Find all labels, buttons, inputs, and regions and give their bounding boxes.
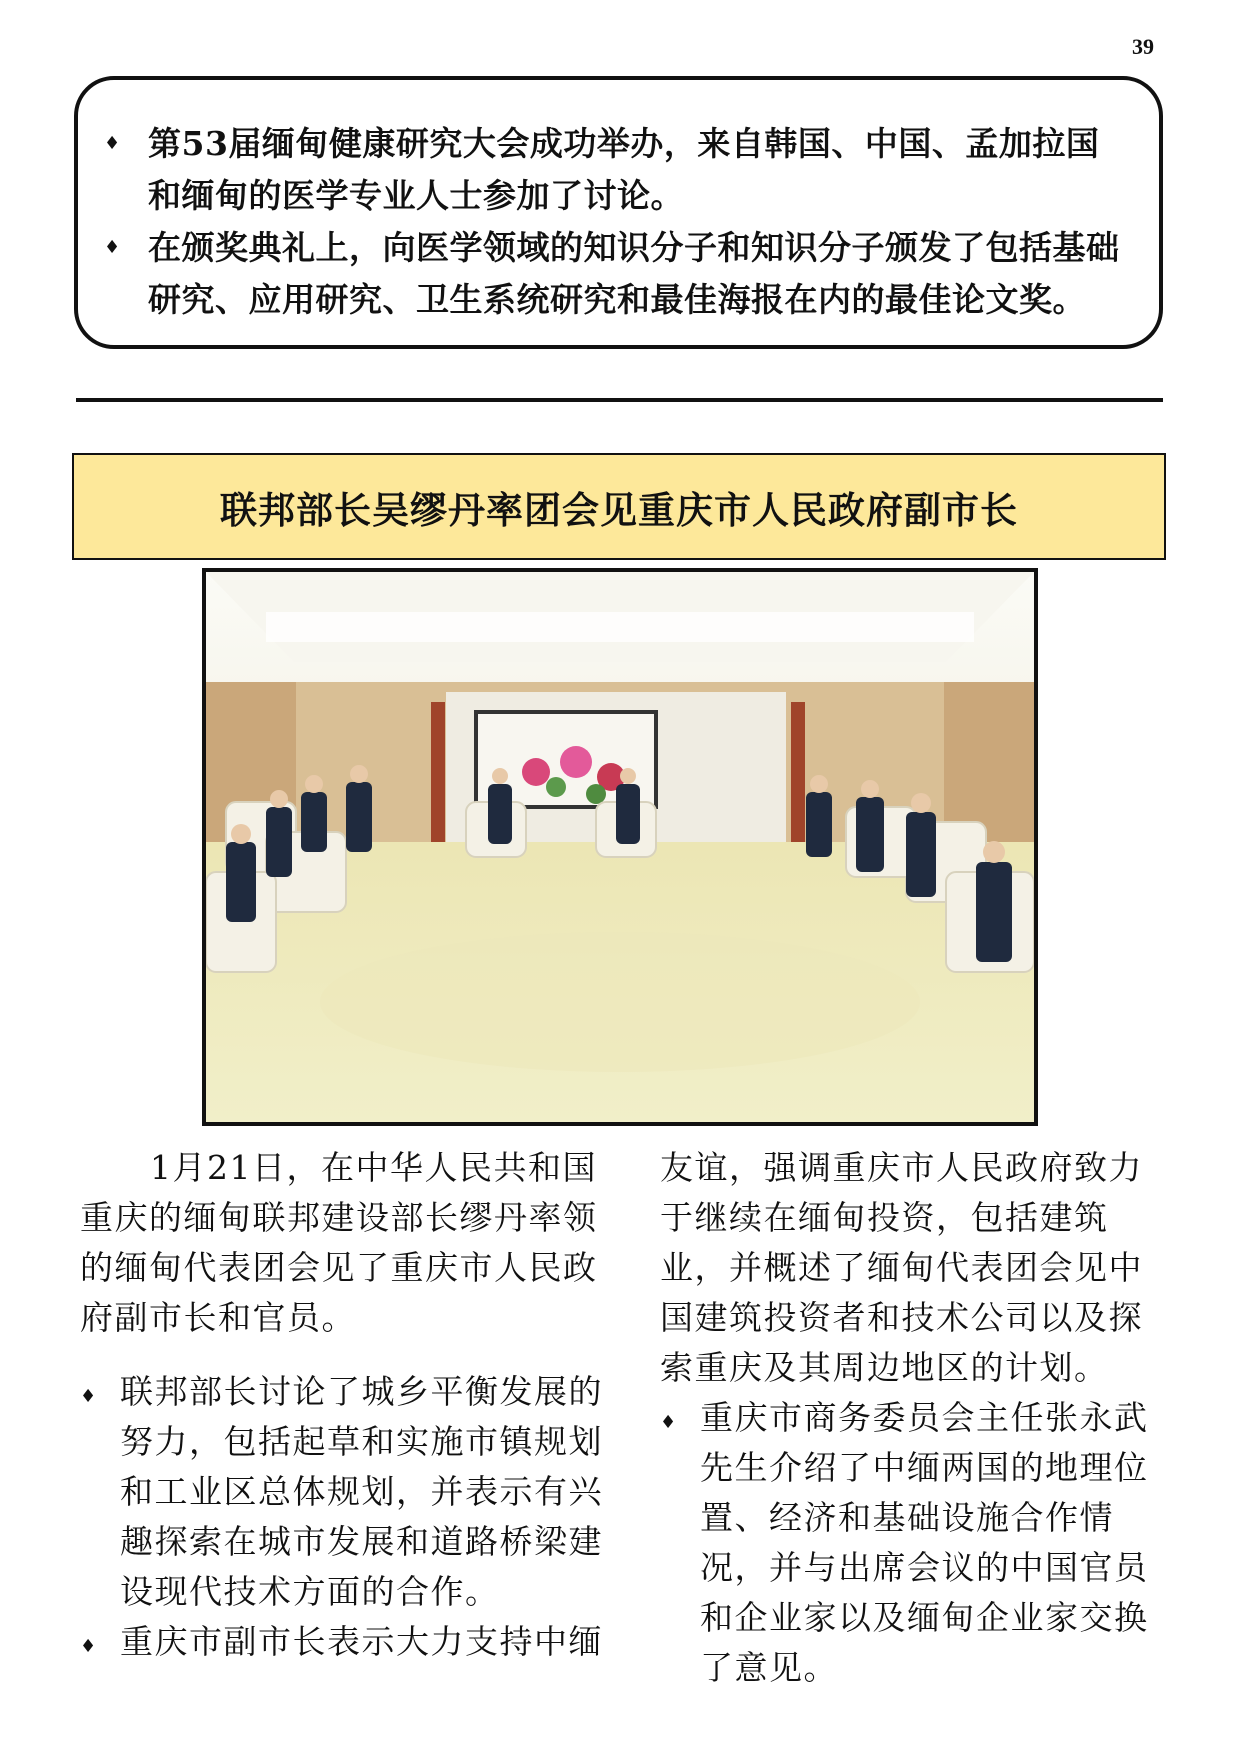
diamond-bullet-icon: ♦ xyxy=(104,133,121,154)
summary-text: 第53届缅甸健康研究大会成功举办，来自韩国、中国、孟加拉国和缅甸的医学专业人士参加了讨论。 xyxy=(148,124,1100,215)
meeting-photo xyxy=(202,568,1038,1126)
paragraph-gap xyxy=(80,1343,605,1367)
diamond-bullet-icon: ♦ xyxy=(104,237,121,258)
diamond-bullet-icon: ♦ xyxy=(80,1636,98,1657)
article-bullet-text: 联邦部长讨论了城乡平衡发展的努力，包括起草和实施市镇规划和工业区总体规划，并表示有兴趣探索在城市发展和道路桥梁建设现代技术方面的合作。 xyxy=(120,1372,603,1611)
article-intro-paragraph: 1月21日，在中华人民共和国重庆的缅甸联邦建设部长缪丹率领的缅甸代表团会见了重庆市人民政府副市长和官员。 xyxy=(80,1148,598,1337)
diamond-bullet-icon: ♦ xyxy=(660,1412,678,1433)
article-bullet-text: 重庆市副市长表示大力支持中缅 xyxy=(120,1622,603,1661)
article-bullet-text: 重庆市商务委员会主任张永武先生介绍了中缅两国的地理位置、经济和基础设施合作情况，并与出席会议的中国官员和企业家以及缅甸企业家交换了意见。 xyxy=(700,1398,1149,1687)
summary-box xyxy=(74,76,1163,349)
diamond-bullet-icon: ♦ xyxy=(80,1386,98,1407)
article-title-banner xyxy=(72,453,1166,560)
summary-item xyxy=(90,222,1125,326)
article-title: 联邦部长吴缪丹率团会见重庆市人民政府副市长 xyxy=(220,487,1018,532)
section-divider xyxy=(76,398,1163,402)
article-bullet-item xyxy=(80,1617,605,1667)
article-column-right xyxy=(660,1143,1168,1693)
article-bullet-item xyxy=(80,1367,605,1617)
article-column-left xyxy=(80,1143,605,1667)
summary-item xyxy=(90,118,1125,222)
article-bullet-item xyxy=(660,1393,1168,1693)
meeting-room-illustration xyxy=(206,572,1034,1122)
summary-list xyxy=(90,118,1125,326)
summary-text: 在颁奖典礼上，向医学领域的知识分子和知识分子颁发了包括基础研究、应用研究、卫生系统研究和最佳海报在内的最佳论文奖。 xyxy=(148,228,1120,319)
article-bullet-continuation: 友谊，强调重庆市人民政府致力于继续在缅甸投资，包括建筑业，并概述了缅甸代表团会见中国建筑投资者和技术公司以及探索重庆及其周边地区的计划。 xyxy=(660,1148,1143,1387)
page-number: 39 xyxy=(1132,34,1154,59)
